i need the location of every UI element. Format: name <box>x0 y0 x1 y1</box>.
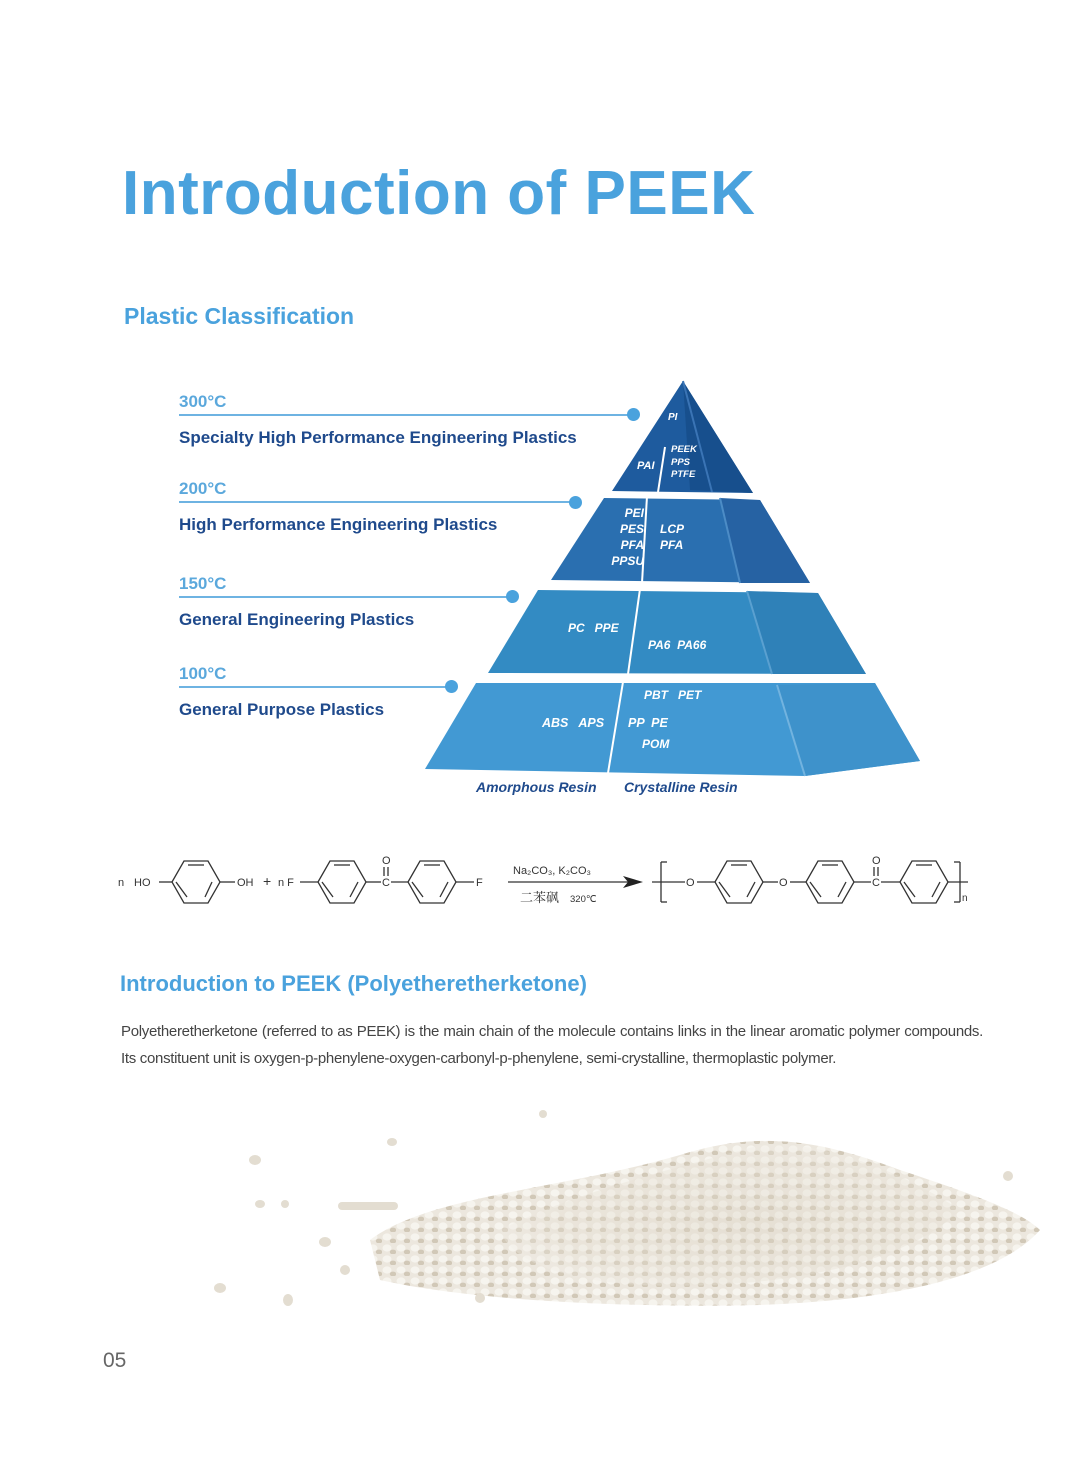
pyramid-label-tier3-amorphous: PC PPE <box>568 621 619 635</box>
product-c: C <box>872 877 880 889</box>
axis-label-crystalline: Crystalline Resin <box>624 779 738 795</box>
catalyst-label: Na₂CO₃, K₂CO₃ <box>513 865 592 877</box>
tier-temperature: 200°C <box>179 479 227 498</box>
pyramid-label-tier2-crystalline <box>660 521 684 553</box>
label-pes: PES <box>619 522 644 536</box>
product-o2: O <box>779 877 788 889</box>
repeat-n: n <box>962 893 968 904</box>
reactant2-coefficient: n F <box>278 877 294 889</box>
intro-paragraph: Polyetheretherketone (referred to as PEEK) is the main chain of the molecule contains links in the linear aromatic polymer compounds. Its constituent unit is oxygen-p-phenylene-oxygen-carbonyl-p-phenylene, semi-crystalline, thermoplastic polymer. <box>121 1023 983 1067</box>
label-ptfe: PTFE <box>671 469 696 480</box>
tier-name: General Purpose Plastics <box>179 700 385 719</box>
reactant2-f: F <box>476 877 483 889</box>
page-number: 05 <box>103 1349 127 1372</box>
axis-label-amorphous: Amorphous Resin <box>476 779 597 795</box>
page-title: Introduction of PEEK <box>122 159 756 228</box>
label-lcp: LCP <box>660 522 684 536</box>
label-peek: PEEK <box>671 444 697 455</box>
pyramid-label-tier3-crystalline <box>644 604 706 769</box>
peek-pellets-image <box>200 1100 1060 1320</box>
reactant1-oh: OH <box>237 877 254 889</box>
section-title-plastic-classification: Plastic Classification <box>124 303 355 329</box>
carbonyl-c: C <box>382 877 390 889</box>
tier-temperature: 100°C <box>179 664 227 683</box>
pyramid-label-tier2-amorphous <box>600 505 644 569</box>
solvent-label: 二苯砜 <box>520 890 560 905</box>
plus-sign: + <box>263 873 272 889</box>
label-pps: PPS <box>671 456 691 468</box>
product-o1: O <box>686 877 695 889</box>
pyramid-label-pai: PAI <box>637 460 655 472</box>
peek-synthesis-reaction <box>110 845 990 920</box>
carbonyl-o: O <box>382 855 391 867</box>
pyramid-label-tier4-amorphous: ABS APS <box>542 716 605 730</box>
tier-name: General Engineering Plastics <box>179 610 415 629</box>
product-carbonyl-o: O <box>872 855 881 867</box>
label-pei: PEI <box>624 506 644 520</box>
reactant1-coefficient: n <box>118 877 125 889</box>
section-title-introduction: Introduction to PEEK (Polyetheretherketone) <box>120 971 587 996</box>
label-pfa: PFA <box>660 538 684 552</box>
pyramid-label-tier4-crystalline: PP PE <box>628 716 668 730</box>
tier-temperature: 150°C <box>179 574 227 593</box>
pyramid-label-pi: PI <box>668 412 678 423</box>
tier-name: High Performance Engineering Plastics <box>179 515 498 534</box>
tier-temperature: 300°C <box>179 392 227 411</box>
label-ppsu: PPSU <box>611 554 644 568</box>
label-pom: POM <box>642 737 670 751</box>
tier-name: Specialty High Performance Engineering Plastics <box>179 428 577 447</box>
reactant1-ho: HO <box>134 877 151 889</box>
label-pbt-pet: PBT PET <box>644 687 702 702</box>
temperature-label: 320℃ <box>570 894 597 905</box>
label-pfa: PFA <box>620 538 644 552</box>
label-pa6-pa66: PA6 PA66 <box>648 638 707 652</box>
pyramid-label-peek-group <box>671 444 697 482</box>
